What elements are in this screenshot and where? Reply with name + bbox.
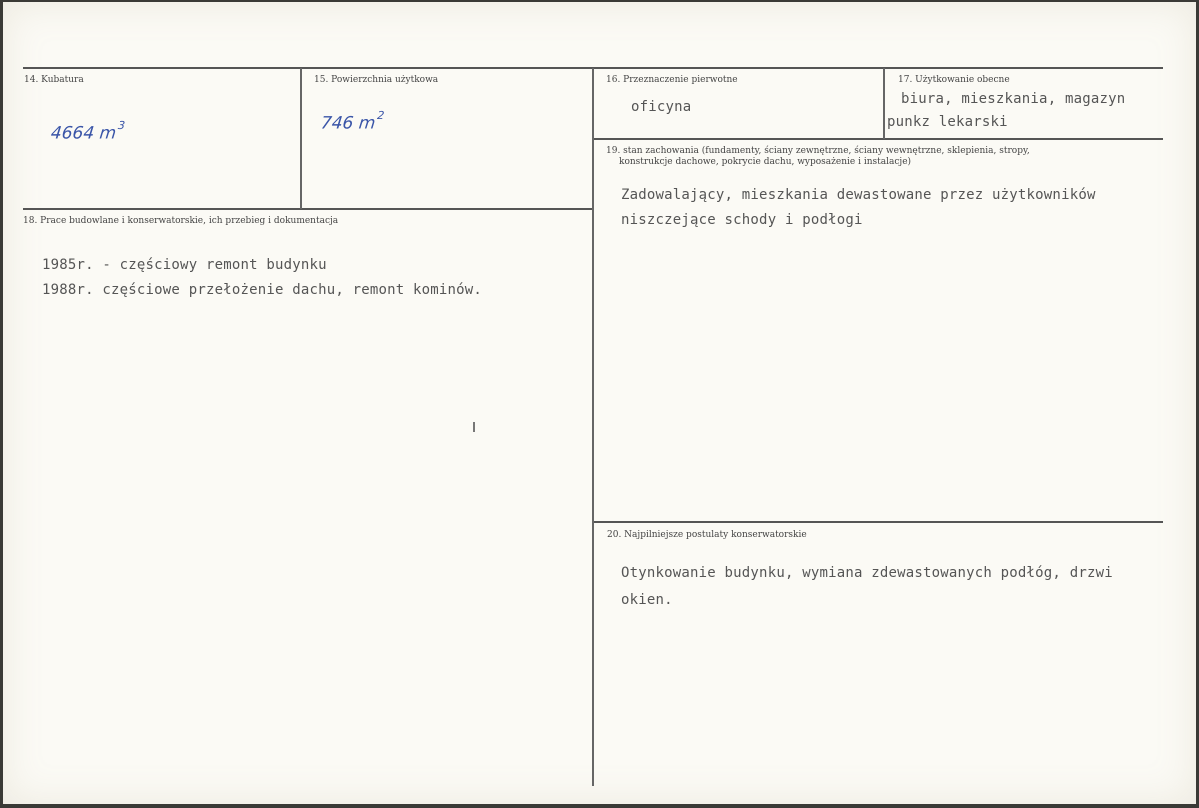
rule-above-20 xyxy=(593,521,1163,523)
field-20-line-2: okien. xyxy=(621,592,673,608)
field-15-value xyxy=(319,109,385,134)
field-17-line-1: biura, mieszkania, magazyn xyxy=(901,91,1126,107)
field-17-line-2: punkz lekarski xyxy=(887,114,1008,130)
field-19-label-line-2: konstrukcje dachowe, pokrycie dachu, wyposażenie i instalacje) xyxy=(619,157,912,167)
field-14-label: 14. Kubatura xyxy=(24,75,84,85)
field-18-line-2: 1988r. częściowe przełożenie dachu, remont kominów. xyxy=(42,282,483,298)
field-16-label: 16. Przeznaczenie pierwotne xyxy=(606,75,738,85)
field-18-line-1: 1985r. - częściowy remont budynku xyxy=(42,257,327,273)
field-19-label-line-1: 19. stan zachowania (fundamenty, ściany zewnętrzne, ściany wewnętrzne, sklepienia, stropy, xyxy=(606,146,1030,156)
field-17-label: 17. Użytkowanie obecne xyxy=(898,75,1010,85)
field-15-label: 15. Powierzchnia użytkowa xyxy=(314,75,439,85)
field-15-unit: m xyxy=(357,113,377,134)
record-card xyxy=(3,2,1196,804)
field-15-number: 746 xyxy=(319,113,355,134)
field-14-unit: m xyxy=(98,123,118,144)
divider-14-15 xyxy=(300,68,302,209)
field-20-line-1: Otynkowanie budynku, wymiana zdewastowanych podłóg, drzwi xyxy=(621,565,1113,581)
field-15-unit-exponent: 2 xyxy=(376,109,385,122)
rule-below-14-15 xyxy=(23,208,593,210)
tick-mark xyxy=(473,422,475,432)
field-14-number: 4664 xyxy=(49,123,96,144)
field-14-value xyxy=(49,119,126,144)
field-16-value: oficyna xyxy=(631,99,692,115)
field-18-label: 18. Prace budowlane i konserwatorskie, ich przebieg i dokumentacja xyxy=(23,216,339,226)
field-20-label: 20. Najpilniejsze postulaty konserwatorskie xyxy=(607,530,807,540)
divider-main xyxy=(592,68,594,786)
field-14-unit-exponent: 3 xyxy=(117,119,126,132)
rule-below-17 xyxy=(593,138,1163,140)
field-19-line-2: niszczejące schody i podłogi xyxy=(621,212,863,228)
divider-16-17 xyxy=(883,68,885,139)
field-19-line-1: Zadowalający, mieszkania dewastowane przez użytkowników xyxy=(621,187,1096,203)
